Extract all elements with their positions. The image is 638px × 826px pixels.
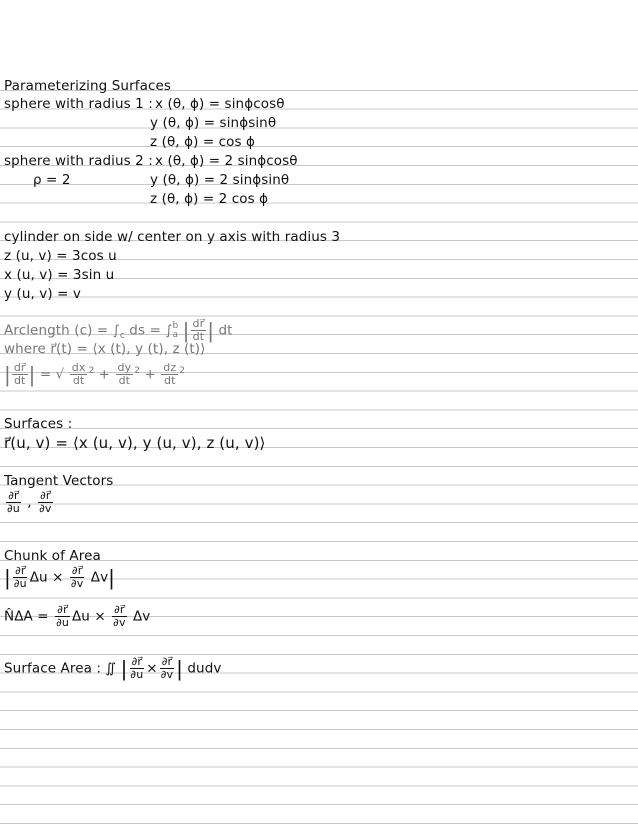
fraction-denominator: ∂u — [7, 502, 20, 515]
dx-dt — [70, 362, 88, 387]
sphere2-y-equation: y (θ, ϕ) = 2 sinϕsinθ — [150, 172, 290, 188]
fraction-numerator: ∂r⃗ — [131, 655, 143, 668]
sphere1-x-equation: x (θ, ϕ) = sinϕcosθ — [155, 96, 285, 112]
fraction-numerator: dr⃗ — [192, 317, 205, 330]
square-exponent: 2 — [179, 366, 186, 376]
cylinder-x-equation: x (u, v) = 3sin u — [4, 267, 115, 283]
fraction-denominator: ∂v — [70, 577, 84, 590]
sphere2-x-equation: x (θ, ϕ) = 2 sinϕcosθ — [155, 153, 298, 169]
abs-bar-right: | — [207, 318, 215, 343]
partial-r-partial-v — [37, 490, 53, 515]
plus-sign: + — [98, 366, 111, 383]
normal-area-element — [4, 604, 150, 629]
normal-area-lhs: N̂ΔA = — [4, 608, 49, 625]
tangent-vectors-partials — [4, 490, 55, 515]
page-top-margin — [0, 0, 638, 72]
fraction-denominator: ∂v — [113, 616, 126, 629]
delta-u-cross: Δu × — [71, 608, 106, 625]
magnitude-dr-dt — [12, 362, 28, 387]
abs-bar-right: | — [176, 656, 183, 681]
partial-r-partial-v — [69, 565, 85, 590]
cross-sign: × — [146, 660, 158, 677]
abs-bar-left: | — [4, 362, 11, 387]
speed-eq-sqrt: = √ — [39, 366, 65, 383]
chunk-of-area-label: Chunk of Area — [4, 548, 101, 564]
surface-area-tail: dudv — [187, 660, 222, 677]
delta-u-cross: Δu × — [29, 569, 64, 586]
delta-v: Δv — [132, 608, 151, 625]
delta-v: Δv — [90, 569, 109, 586]
arclength-lhs: Arclength (c) = ∫ — [4, 322, 120, 339]
abs-bar-right: | — [108, 565, 116, 590]
partial-r-partial-v — [159, 656, 175, 681]
fraction-numerator: dx — [71, 361, 86, 374]
fraction-numerator: ∂r⃗ — [40, 489, 51, 502]
fraction-numerator: dy — [117, 361, 132, 374]
fraction-denominator: ∂v — [39, 502, 52, 515]
sphere2-z-equation: z (θ, ϕ) = 2 cos ϕ — [150, 191, 269, 207]
sphere1-y-equation: y (θ, ϕ) = sinϕsinθ — [150, 115, 277, 131]
fraction-numerator: ∂r⃗ — [8, 489, 19, 502]
fraction-denominator: ∂u — [56, 616, 69, 629]
fraction-denominator: ∂v — [160, 668, 174, 681]
dz-dt — [161, 362, 178, 387]
fraction-numerator: ∂r⃗ — [15, 564, 26, 577]
sphere1-z-equation: z (θ, ϕ) = cos ϕ — [150, 134, 256, 150]
abs-bar-left: | — [4, 565, 11, 590]
fraction-numerator: dz — [163, 361, 177, 374]
arclength-where: where r⃗(t) = ⟨x (t), y (t), z (t)⟩ — [4, 341, 206, 357]
sphere2-rho: ρ = 2 — [33, 172, 71, 188]
square-exponent: 2 — [134, 366, 141, 376]
fraction-numerator: dr⃗ — [13, 361, 26, 374]
square-exponent: 2 — [88, 366, 95, 376]
arclength-tail: dt — [218, 322, 233, 339]
surface-area-lhs: Surface Area : ∬ — [4, 660, 117, 677]
plus-sign: + — [144, 366, 156, 383]
partial-r-partial-u — [128, 656, 145, 681]
arclength-upper-limit: b — [172, 320, 179, 331]
tangent-vectors-label: Tangent Vectors — [4, 473, 114, 489]
abs-bar-right: | — [28, 362, 36, 387]
surface-vector-equation: r⃗(u, v) = ⟨x (u, v), y (u, v), z (u, v)⟩ — [4, 434, 266, 452]
fraction-denominator: dt — [13, 374, 26, 387]
cylinder-z-equation: z (u, v) = 3cos u — [4, 248, 117, 264]
fraction-numerator: ∂r⃗ — [71, 564, 83, 577]
surface-area-formula — [4, 656, 221, 681]
cylinder-label: cylinder on side w/ center on y axis with radius 3 — [4, 229, 341, 245]
chunk-of-area-magnitude — [4, 565, 115, 590]
fraction-denominator: dt — [164, 374, 176, 387]
arclength-limits — [172, 322, 178, 340]
arclength-sub-c: c — [119, 331, 125, 342]
fraction-denominator: dt — [118, 374, 131, 387]
partial-r-partial-u — [5, 490, 22, 515]
fraction-numerator: ∂r⃗ — [57, 603, 68, 616]
comma: , — [27, 494, 32, 511]
fraction-denominator: dt — [72, 374, 85, 387]
abs-bar-left: | — [120, 656, 128, 681]
fraction-denominator: dt — [192, 330, 205, 343]
partial-r-partial-v — [111, 604, 127, 629]
surfaces-label: Surfaces : — [4, 416, 73, 432]
sphere2-label: sphere with radius 2 : — [4, 153, 153, 169]
notes-title: Parameterizing Surfaces — [4, 78, 172, 94]
abs-bar-left: | — [182, 318, 190, 343]
fraction-denominator: ∂u — [13, 577, 27, 590]
fraction-numerator: ∂r⃗ — [114, 603, 125, 616]
speed-formula — [4, 362, 185, 387]
arclength-lower-limit: a — [172, 329, 179, 340]
cylinder-y-equation: y (u, v) = v — [4, 286, 82, 302]
fraction-denominator: ∂u — [130, 668, 144, 681]
partial-r-partial-u — [54, 604, 71, 629]
partial-r-partial-u — [12, 565, 29, 590]
fraction-numerator: ∂r⃗ — [161, 655, 173, 668]
dy-dt — [116, 362, 134, 387]
arclength-mid: ds = ∫ — [129, 322, 173, 339]
sphere1-label: sphere with radius 1 : — [4, 96, 153, 112]
